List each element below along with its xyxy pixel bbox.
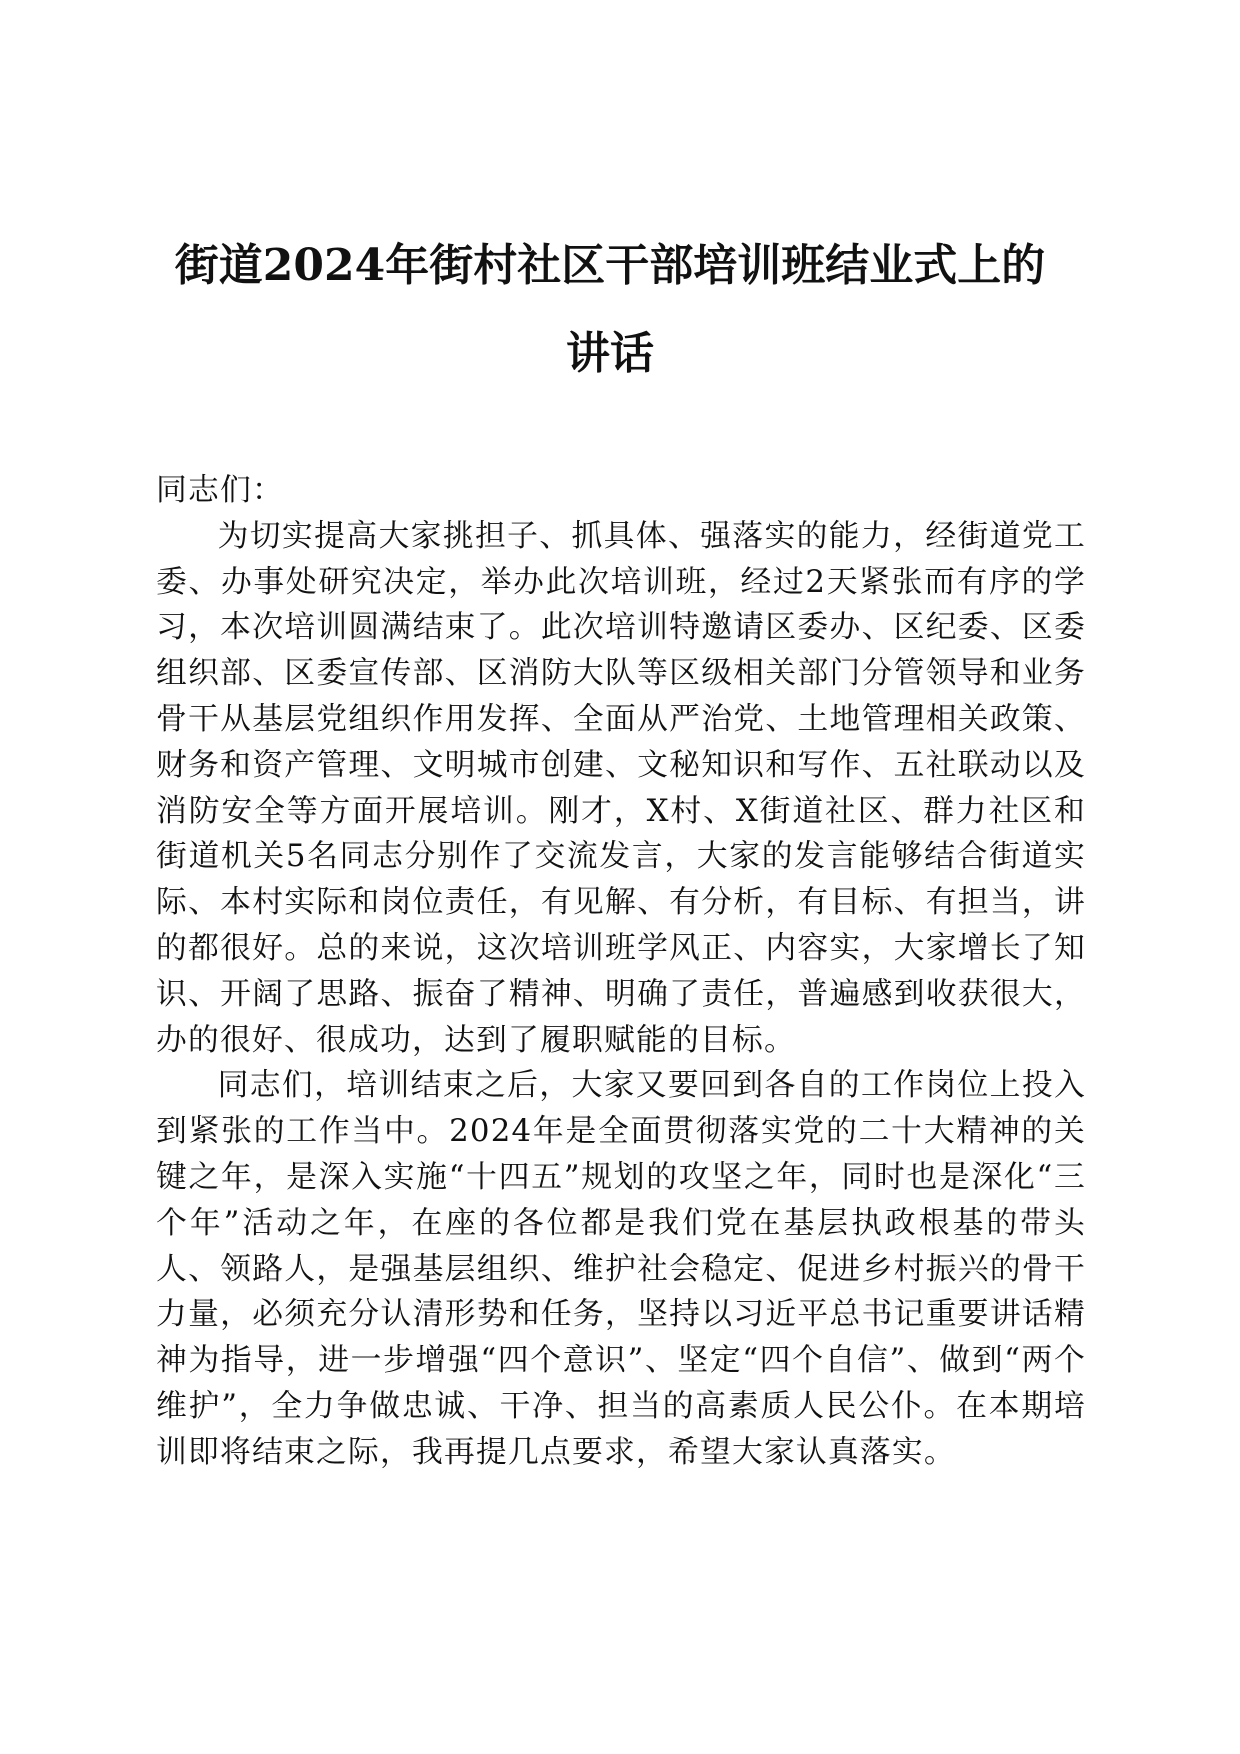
salutation: 同志们： [156,472,284,508]
document-title-line-2: 讲话 [566,328,654,379]
document-body [156,468,1086,1476]
document-title-line-1: 街道2024年街村社区干部培训班结业式上的 [174,240,1046,291]
body-paragraph-1: 为切实提高大家挑担子、抓具体、强落实的能力，经街道党工委、办事处研究决定，举办此次培训班，经过2天紧张而有序的学习，本次培训圆满结束了。此次培训特邀请区委办、区纪委、区委组织部、区委宣传部、区消防大队等区级相关部门分管领导和业务骨干从基层党组织作用发挥、全面从严治党、土地管理相关政策、财务和资产管理、文明城市创建、文秘知识和写作、五社联动以及消防安全等方面开展培训。刚才，X村、X街道社区、群力社区和街道机关5名同志分别作了交流发言，大家的发言能够结合街道实际、本村实际和岗位责任，有见解、有分析，有目标、有担当，讲的都很好。总的来说，这次培训班学风正、内容实，大家增长了知识、开阔了思路、振奋了精神、明确了责任，普遍感到收获很大，办的很好、很成功，达到了履职赋能的目标。 [156,517,1086,1058]
document-title [150,222,1070,398]
body-paragraph-2: 同志们，培训结束之后，大家又要回到各自的工作岗位上投入到紧张的工作当中。2024年是全面贯彻落实党的二十大精神的关键之年，是深入实施“十四五”规划的攻坚之年，同时也是深化“三个年”活动之年，在座的各位都是我们党在基层执政根基的带头人、领路人，是强基层组织、维护社会稳定、促进乡村振兴的骨干力量，必须充分认清形势和任务，坚持以习近平总书记重要讲话精神为指导，进一步增强“四个意识”、坚定“四个自信”、做到“两个维护”，全力争做忠诚、干净、担当的高素质人民公仆。在本期培训即将结束之际，我再提几点要求，希望大家认真落实。 [156,1067,1086,1470]
